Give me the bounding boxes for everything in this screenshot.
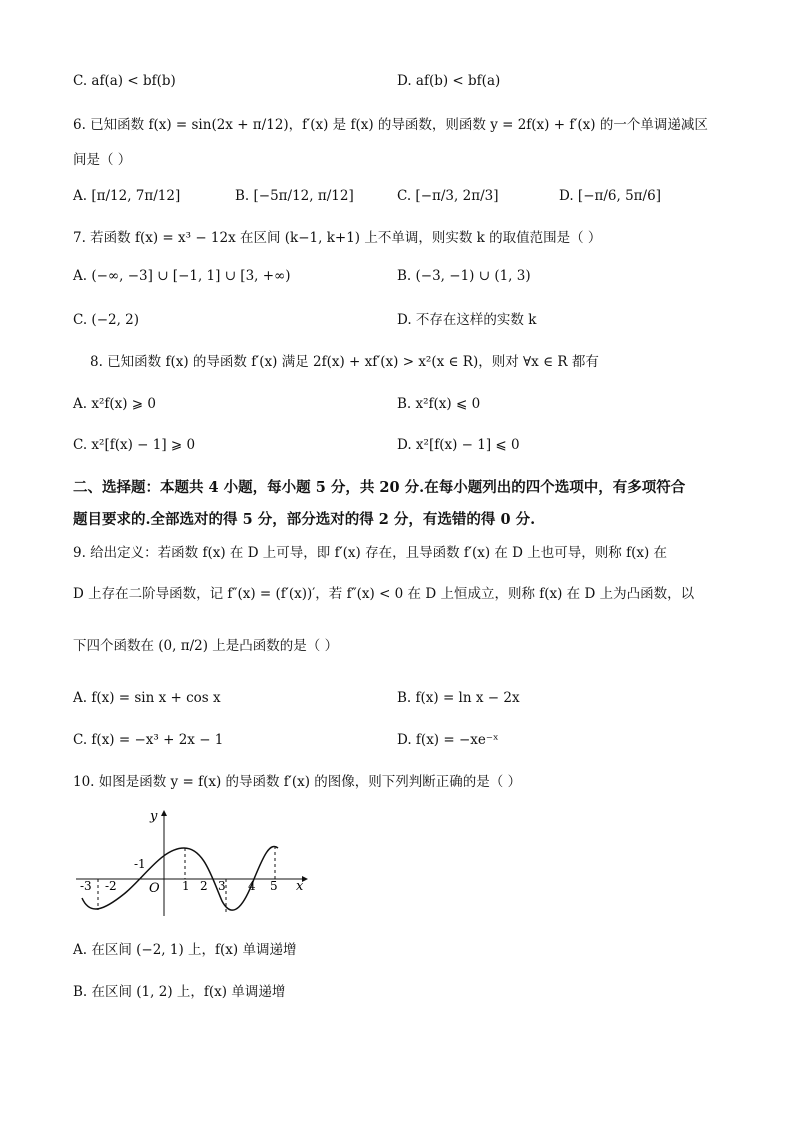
tick-label-neg1: -1 <box>134 857 146 871</box>
q8-stem: 8. 已知函数 f(x) 的导函数 f′(x) 满足 2f(x) + xf′(x) > x²(x ∈ R)，则对 ∀x ∈ R 都有 <box>90 354 599 370</box>
origin-label: O <box>149 881 160 896</box>
q9-stem-cont2: 下四个函数在 (0, π/2) 上是凸函数的是（ ） <box>73 638 339 654</box>
q9-option-c: C. f(x) = −x³ + 2x − 1 <box>73 732 224 748</box>
q6-option-d: D. [−π/6, 5π/6] <box>559 188 661 204</box>
section-2-heading-cont: 题目要求的.全部选对的得 5 分，部分选对的得 2 分，有选错的得 0 分. <box>73 511 536 528</box>
q8-option-c: C. x²[f(x) − 1] ⩾ 0 <box>73 437 196 453</box>
tick-label-2: 2 <box>200 879 208 893</box>
q8-option-b: B. x²f(x) ⩽ 0 <box>397 396 481 412</box>
q7-option-a: A. (−∞, −3] ∪ [−1, 1] ∪ [3, +∞) <box>73 268 291 284</box>
q6-option-c: C. [−π/3, 2π/3] <box>397 188 499 204</box>
tick-label-4: 4 <box>248 879 256 893</box>
q8-option-d: D. x²[f(x) − 1] ⩽ 0 <box>397 437 520 453</box>
q9-option-d: D. f(x) = −xe⁻ˣ <box>397 732 499 748</box>
q9-stem: 9. 给出定义：若函数 f(x) 在 D 上可导，即 f′(x) 存在，且导函数 f′(x) 在 D 上也可导，则称 f(x) 在 <box>73 545 668 561</box>
q10-option-a: A. 在区间 (−2, 1) 上，f(x) 单调递增 <box>73 942 297 958</box>
section-2-heading: 二、选择题：本题共 4 小题，每小题 5 分，共 20 分.在每小题列出的四个选项中，有多项符合 <box>73 479 686 496</box>
q10-option-b: B. 在区间 (1, 2) 上，f(x) 单调递增 <box>73 984 286 1000</box>
q6-stem-cont: 间是（ ） <box>73 152 132 168</box>
tick-label-neg2: -2 <box>105 879 117 893</box>
q7-option-d: D. 不存在这样的实数 k <box>397 312 537 328</box>
q9-stem-cont: D 上存在二阶导函数，记 f″(x) = (f′(x))′，若 f″(x) < 0 在 D 上恒成立，则称 f(x) 在 D 上为凸函数，以 <box>73 586 695 602</box>
tick-label-5: 5 <box>270 879 278 893</box>
q5-option-c: C. af(a) < bf(b) <box>73 73 176 89</box>
x-axis-label: x <box>296 879 304 894</box>
tick-label-3: 3 <box>218 879 226 893</box>
q6-stem: 6. 已知函数 f(x) = sin(2x + π/12)，f′(x) 是 f(x) 的导函数，则函数 y = 2f(x) + f′(x) 的一个单调递减区 <box>73 117 708 133</box>
q6-option-b: B. [−5π/12, π/12] <box>235 188 354 204</box>
y-axis-label: y <box>150 809 158 824</box>
tick-label-neg3: -3 <box>80 879 92 893</box>
q6-option-a: A. [π/12, 7π/12] <box>73 188 181 204</box>
tick-label-1: 1 <box>182 879 190 893</box>
derivative-graph <box>72 806 312 925</box>
q7-option-c: C. (−2, 2) <box>73 312 140 328</box>
q5-option-d: D. af(b) < bf(a) <box>397 73 501 89</box>
y-axis-arrow-icon <box>161 810 167 816</box>
derivative-graph-svg <box>72 806 312 921</box>
q7-stem: 7. 若函数 f(x) = x³ − 12x 在区间 (k−1, k+1) 上不单调，则实数 k 的取值范围是（ ） <box>73 230 602 246</box>
q10-stem: 10. 如图是函数 y = f(x) 的导函数 f′(x) 的图像，则下列判断正确的是（ ） <box>73 774 522 790</box>
q9-option-a: A. f(x) = sin x + cos x <box>73 690 221 706</box>
q7-option-b: B. (−3, −1) ∪ (1, 3) <box>397 268 531 284</box>
q9-option-b: B. f(x) = ln x − 2x <box>397 690 520 706</box>
q8-option-a: A. x²f(x) ⩾ 0 <box>73 396 156 412</box>
